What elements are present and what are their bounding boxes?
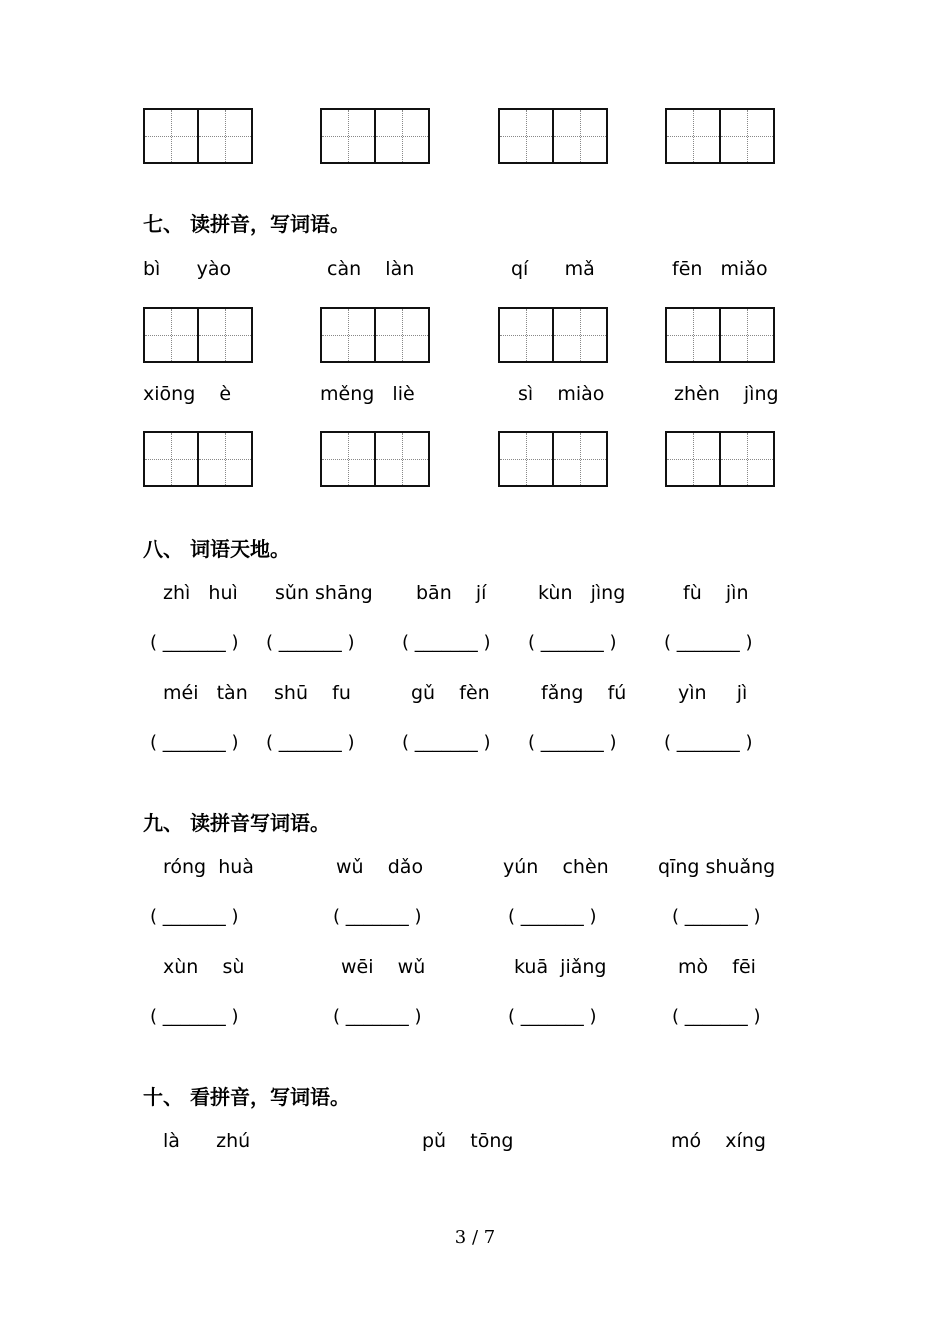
answer-blank[interactable]: ( _______ ) [664, 732, 753, 753]
pinyin: róng huà [163, 856, 254, 878]
answer-blank[interactable]: ( _______ ) [150, 1006, 239, 1027]
section-10-title: 十、 看拼音，写词语。 [143, 1085, 350, 1109]
writing-grid[interactable] [665, 108, 775, 164]
pinyin: bì yào [143, 258, 232, 280]
answer-blank[interactable]: ( _______ ) [402, 632, 491, 653]
writing-grid[interactable] [143, 307, 253, 363]
pinyin: sǔn shāng [275, 582, 373, 604]
pinyin: là zhú [163, 1130, 251, 1152]
writing-grid[interactable] [665, 431, 775, 487]
writing-grid[interactable] [143, 431, 253, 487]
answer-blank[interactable]: ( _______ ) [664, 632, 753, 653]
writing-grid[interactable] [143, 108, 253, 164]
writing-grid[interactable] [498, 108, 608, 164]
pinyin: fù jìn [683, 582, 749, 604]
answer-blank[interactable]: ( _______ ) [150, 732, 239, 753]
pinyin: méi tàn [163, 682, 248, 704]
answer-blank[interactable]: ( _______ ) [333, 1006, 422, 1027]
answer-blank[interactable]: ( _______ ) [150, 906, 239, 927]
pinyin: zhèn jìng [674, 383, 779, 405]
pinyin: pǔ tōng [422, 1130, 514, 1152]
pinyin: qīng shuǎng [658, 856, 776, 878]
writing-grid[interactable] [498, 307, 608, 363]
answer-blank[interactable]: ( _______ ) [672, 906, 761, 927]
answer-blank[interactable]: ( _______ ) [266, 732, 355, 753]
pinyin: mó xíng [671, 1130, 766, 1152]
writing-grid[interactable] [665, 307, 775, 363]
pinyin: qí mǎ [511, 258, 595, 280]
pinyin: wǔ dǎo [336, 856, 424, 878]
pinyin: càn làn [327, 258, 415, 280]
answer-blank[interactable]: ( _______ ) [508, 1006, 597, 1027]
pinyin: kùn jìng [538, 582, 626, 604]
writing-grid[interactable] [498, 431, 608, 487]
answer-blank[interactable]: ( _______ ) [528, 732, 617, 753]
pinyin: mò fēi [678, 956, 756, 978]
pinyin: xiōng è [143, 383, 232, 405]
pinyin: sì miào [518, 383, 605, 405]
writing-grid[interactable] [320, 108, 430, 164]
section-9-title: 九、 读拼音写词语。 [143, 811, 330, 835]
answer-blank[interactable]: ( _______ ) [672, 1006, 761, 1027]
pinyin: yìn jì [678, 682, 748, 704]
answer-blank[interactable]: ( _______ ) [508, 906, 597, 927]
pinyin: xùn sù [163, 956, 245, 978]
pinyin: bān jí [416, 582, 487, 604]
pinyin: kuā jiǎng [514, 956, 607, 978]
answer-blank[interactable]: ( _______ ) [402, 732, 491, 753]
writing-grid[interactable] [320, 431, 430, 487]
answer-blank[interactable]: ( _______ ) [266, 632, 355, 653]
pinyin: zhì huì [163, 582, 238, 604]
answer-blank[interactable]: ( _______ ) [333, 906, 422, 927]
page-number: 3 / 7 [454, 1227, 496, 1248]
answer-blank[interactable]: ( _______ ) [150, 632, 239, 653]
pinyin: shū fu [274, 682, 351, 704]
writing-grid[interactable] [320, 307, 430, 363]
pinyin: wēi wǔ [341, 956, 426, 978]
pinyin: yún chèn [503, 856, 609, 878]
answer-blank[interactable]: ( _______ ) [528, 632, 617, 653]
pinyin: fǎng fú [541, 682, 627, 704]
section-7-title: 七、 读拼音，写词语。 [143, 212, 350, 236]
pinyin: gǔ fèn [411, 682, 490, 704]
pinyin: fēn miǎo [672, 258, 768, 280]
pinyin: měng liè [320, 383, 415, 405]
section-8-title: 八、 词语天地。 [143, 537, 290, 561]
